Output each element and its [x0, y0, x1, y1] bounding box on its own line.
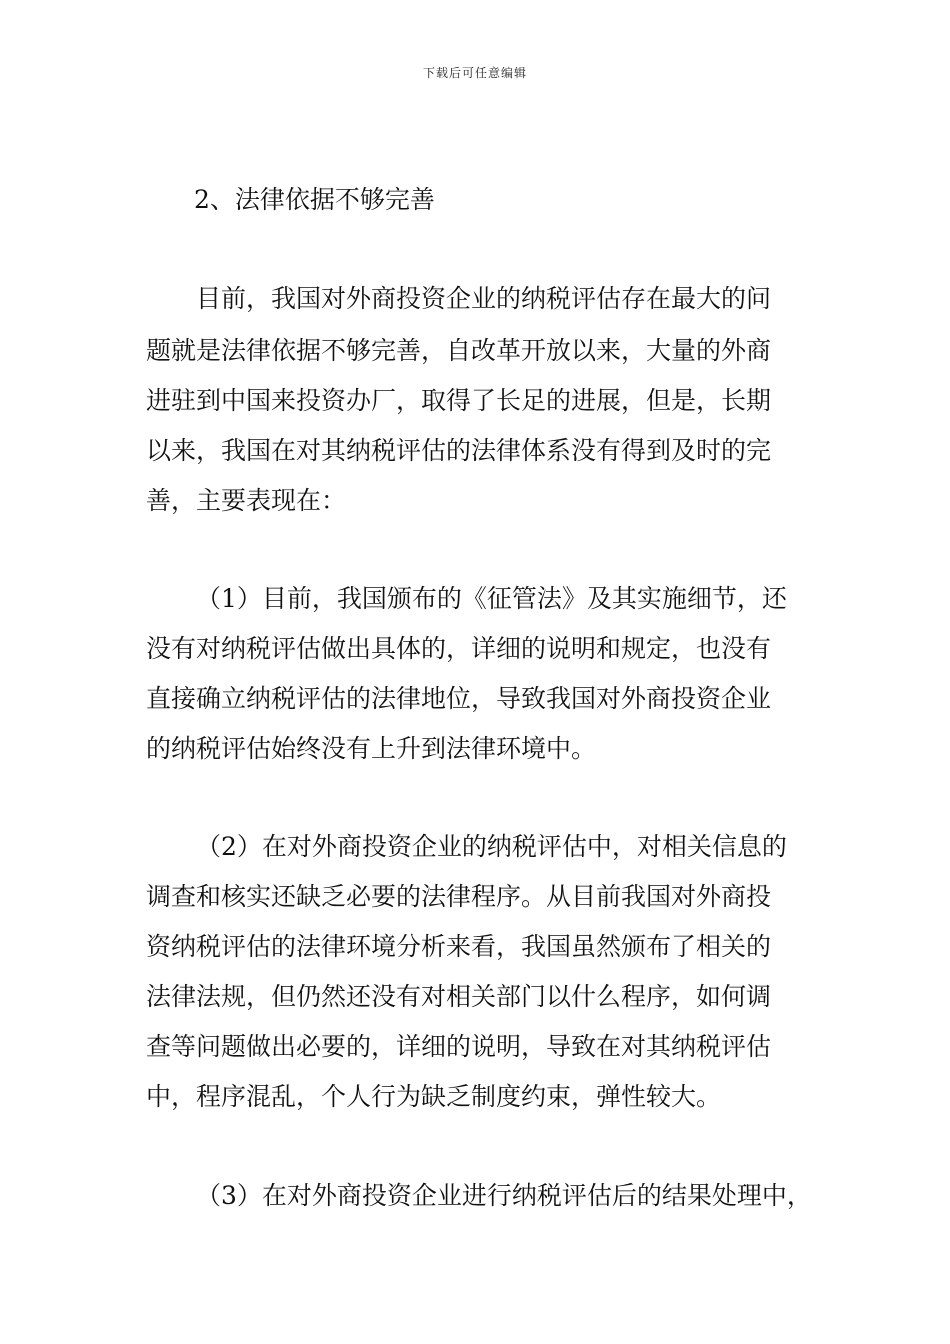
- paragraph-1-line-5: 善，主要表现在：: [146, 486, 347, 515]
- paragraph-1-line-1: 目前，我国对外商投资企业的纳税评估存在最大的问: [196, 284, 772, 313]
- paragraph-2-line-2: 没有对纳税评估做出具体的，详细的说明和规定，也没有: [146, 634, 772, 663]
- paragraph-1-line-2: 题就是法律依据不够完善，自改革开放以来，大量的外商: [146, 336, 772, 365]
- paragraph-2-line-3: 直接确立纳税评估的法律地位，导致我国对外商投资企业: [146, 684, 772, 713]
- paragraph-3-line-6: 中，程序混乱，个人行为缺乏制度约束，弹性较大。: [146, 1082, 722, 1111]
- paragraph-3-line-4: 法律法规，但仍然还没有对相关部门以什么程序，如何调: [146, 982, 772, 1011]
- paragraph-3-line-3: 资纳税评估的法律环境分析来看，我国虽然颁布了相关的: [146, 932, 772, 961]
- paragraph-2-line-4: 的纳税评估始终没有上升到法律环境中。: [146, 734, 597, 763]
- paragraph-3-line-2: 调查和核实还缺乏必要的法律程序。从目前我国对外商投: [146, 882, 772, 911]
- page-header: 下载后可任意编辑: [422, 66, 527, 80]
- paragraph-1-line-4: 以来，我国在对其纳税评估的法律体系没有得到及时的完: [146, 436, 772, 465]
- section-heading: 2、法律依据不够完善: [194, 185, 435, 214]
- paragraph-3-line-1: （2）在对外商投资企业的纳税评估中，对相关信息的: [196, 832, 787, 861]
- paragraph-1-line-3: 进驻到中国来投资办厂，取得了长足的进展，但是，长期: [146, 386, 772, 415]
- paragraph-3-line-5: 查等问题做出必要的，详细的说明，导致在对其纳税评估: [146, 1032, 772, 1061]
- paragraph-2-line-1: （1）目前，我国颁布的《征管法》及其实施细节，还: [196, 584, 787, 613]
- paragraph-4-line-1: （3）在对外商投资企业进行纳税评估后的结果处理中，: [196, 1181, 812, 1210]
